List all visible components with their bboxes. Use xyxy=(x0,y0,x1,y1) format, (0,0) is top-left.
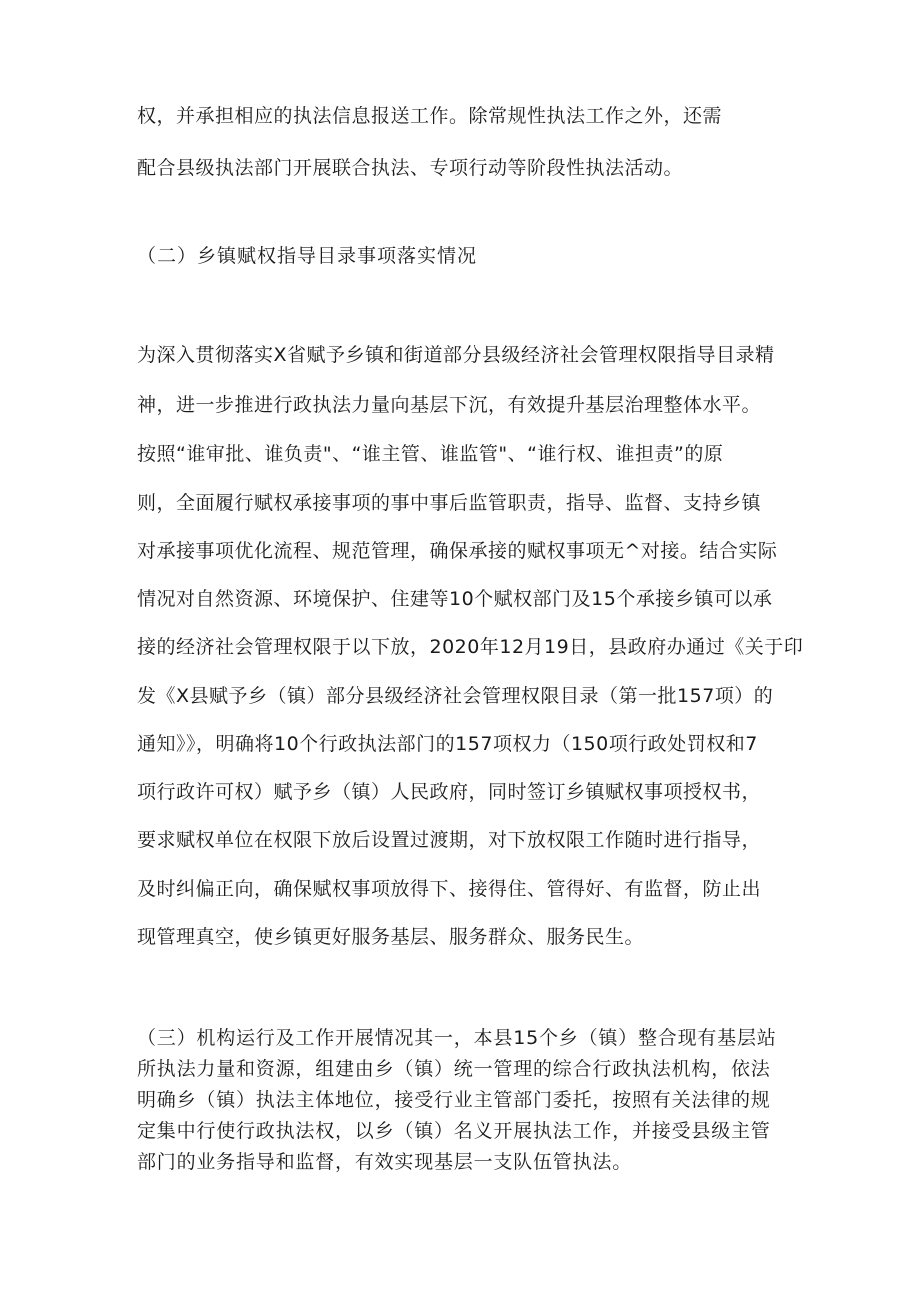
section-2-heading: （二）乡镇赋权指导目录事项落实情况 xyxy=(137,245,478,267)
section-3-line-3: 明确乡（镇）执法主体地位，接受行业主管部门委托，按照有关法律的规 xyxy=(137,1089,771,1111)
section-2-line-9: 通知》》，明确将10个行政执法部门的157项权力（150项行政处罚权和7 xyxy=(137,733,758,755)
intro-line-2: 配合县级执法部门开展联合执法、专项行动等阶段性执法活动。 xyxy=(137,157,684,179)
section-2-line-11: 要求赋权单位在权限下放后设置过渡期，对下放权限工作随时进行指导， xyxy=(137,829,762,851)
section-2-line-7: 接的经济社会管理权限于以下放，2020年12月19日，县政府办通过《关于印 xyxy=(137,636,804,658)
section-3-line-5: 部门的业务指导和监督，有效实现基层一支队伍管执法。 xyxy=(137,1151,633,1173)
section-2-line-8: 发《X县赋予乡（镇）部分县级经济社会管理权限目录（第一批157项）的 xyxy=(137,685,774,707)
section-2-line-13: 现管理真空，使乡镇更好服务基层、服务群众、服务民生。 xyxy=(137,926,645,948)
section-2-line-4: 则，全面履行赋权承接事项的事中事后监管职责，指导、监督、支持乡镇 xyxy=(137,492,762,514)
section-2-line-12: 及时纠偏正向，确保赋权事项放得下、接得住、管得好、有监督，防止出 xyxy=(137,878,762,900)
section-2-line-10: 项行政许可权）赋予乡（镇）人民政府，同时签订乡镇赋权事项授权书， xyxy=(137,781,762,803)
intro-line-1: 权，并承担相应的执法信息报送工作。除常规性执法工作之外，还需 xyxy=(137,105,723,127)
section-2-line-5: 对承接事项优化流程、规范管理，确保承接的赋权事项无^对接。结合实际 xyxy=(137,540,778,562)
section-3-line-2: 所执法力量和资源，组建由乡（镇）统一管理的综合行政执法机构，依法 xyxy=(137,1058,771,1080)
section-2-line-3: 按照“谁审批、谁负责"、“谁主管、谁监管"、“谁行权、谁担责”的原 xyxy=(137,443,724,465)
section-3-line-1: （三）机构运行及工作开展情况其一，本县15个乡（镇）整合现有基层站 xyxy=(137,1027,777,1049)
section-2-line-6: 情况对自然资源、环境保护、住建等10个赋权部门及15个承接乡镇可以承 xyxy=(137,588,773,610)
section-2-line-1: 为深入贯彻落实X省赋予乡镇和街道部分县级经济社会管理权限指导目录精 xyxy=(137,344,775,366)
section-3-line-4: 定集中行使行政执法权，以乡（镇）名义开展执法工作，并接受县级主管 xyxy=(137,1120,771,1142)
section-2-line-2: 神，进一步推进行政执法力量向基层下沉，有效提升基层治理整体水平。 xyxy=(137,394,762,416)
